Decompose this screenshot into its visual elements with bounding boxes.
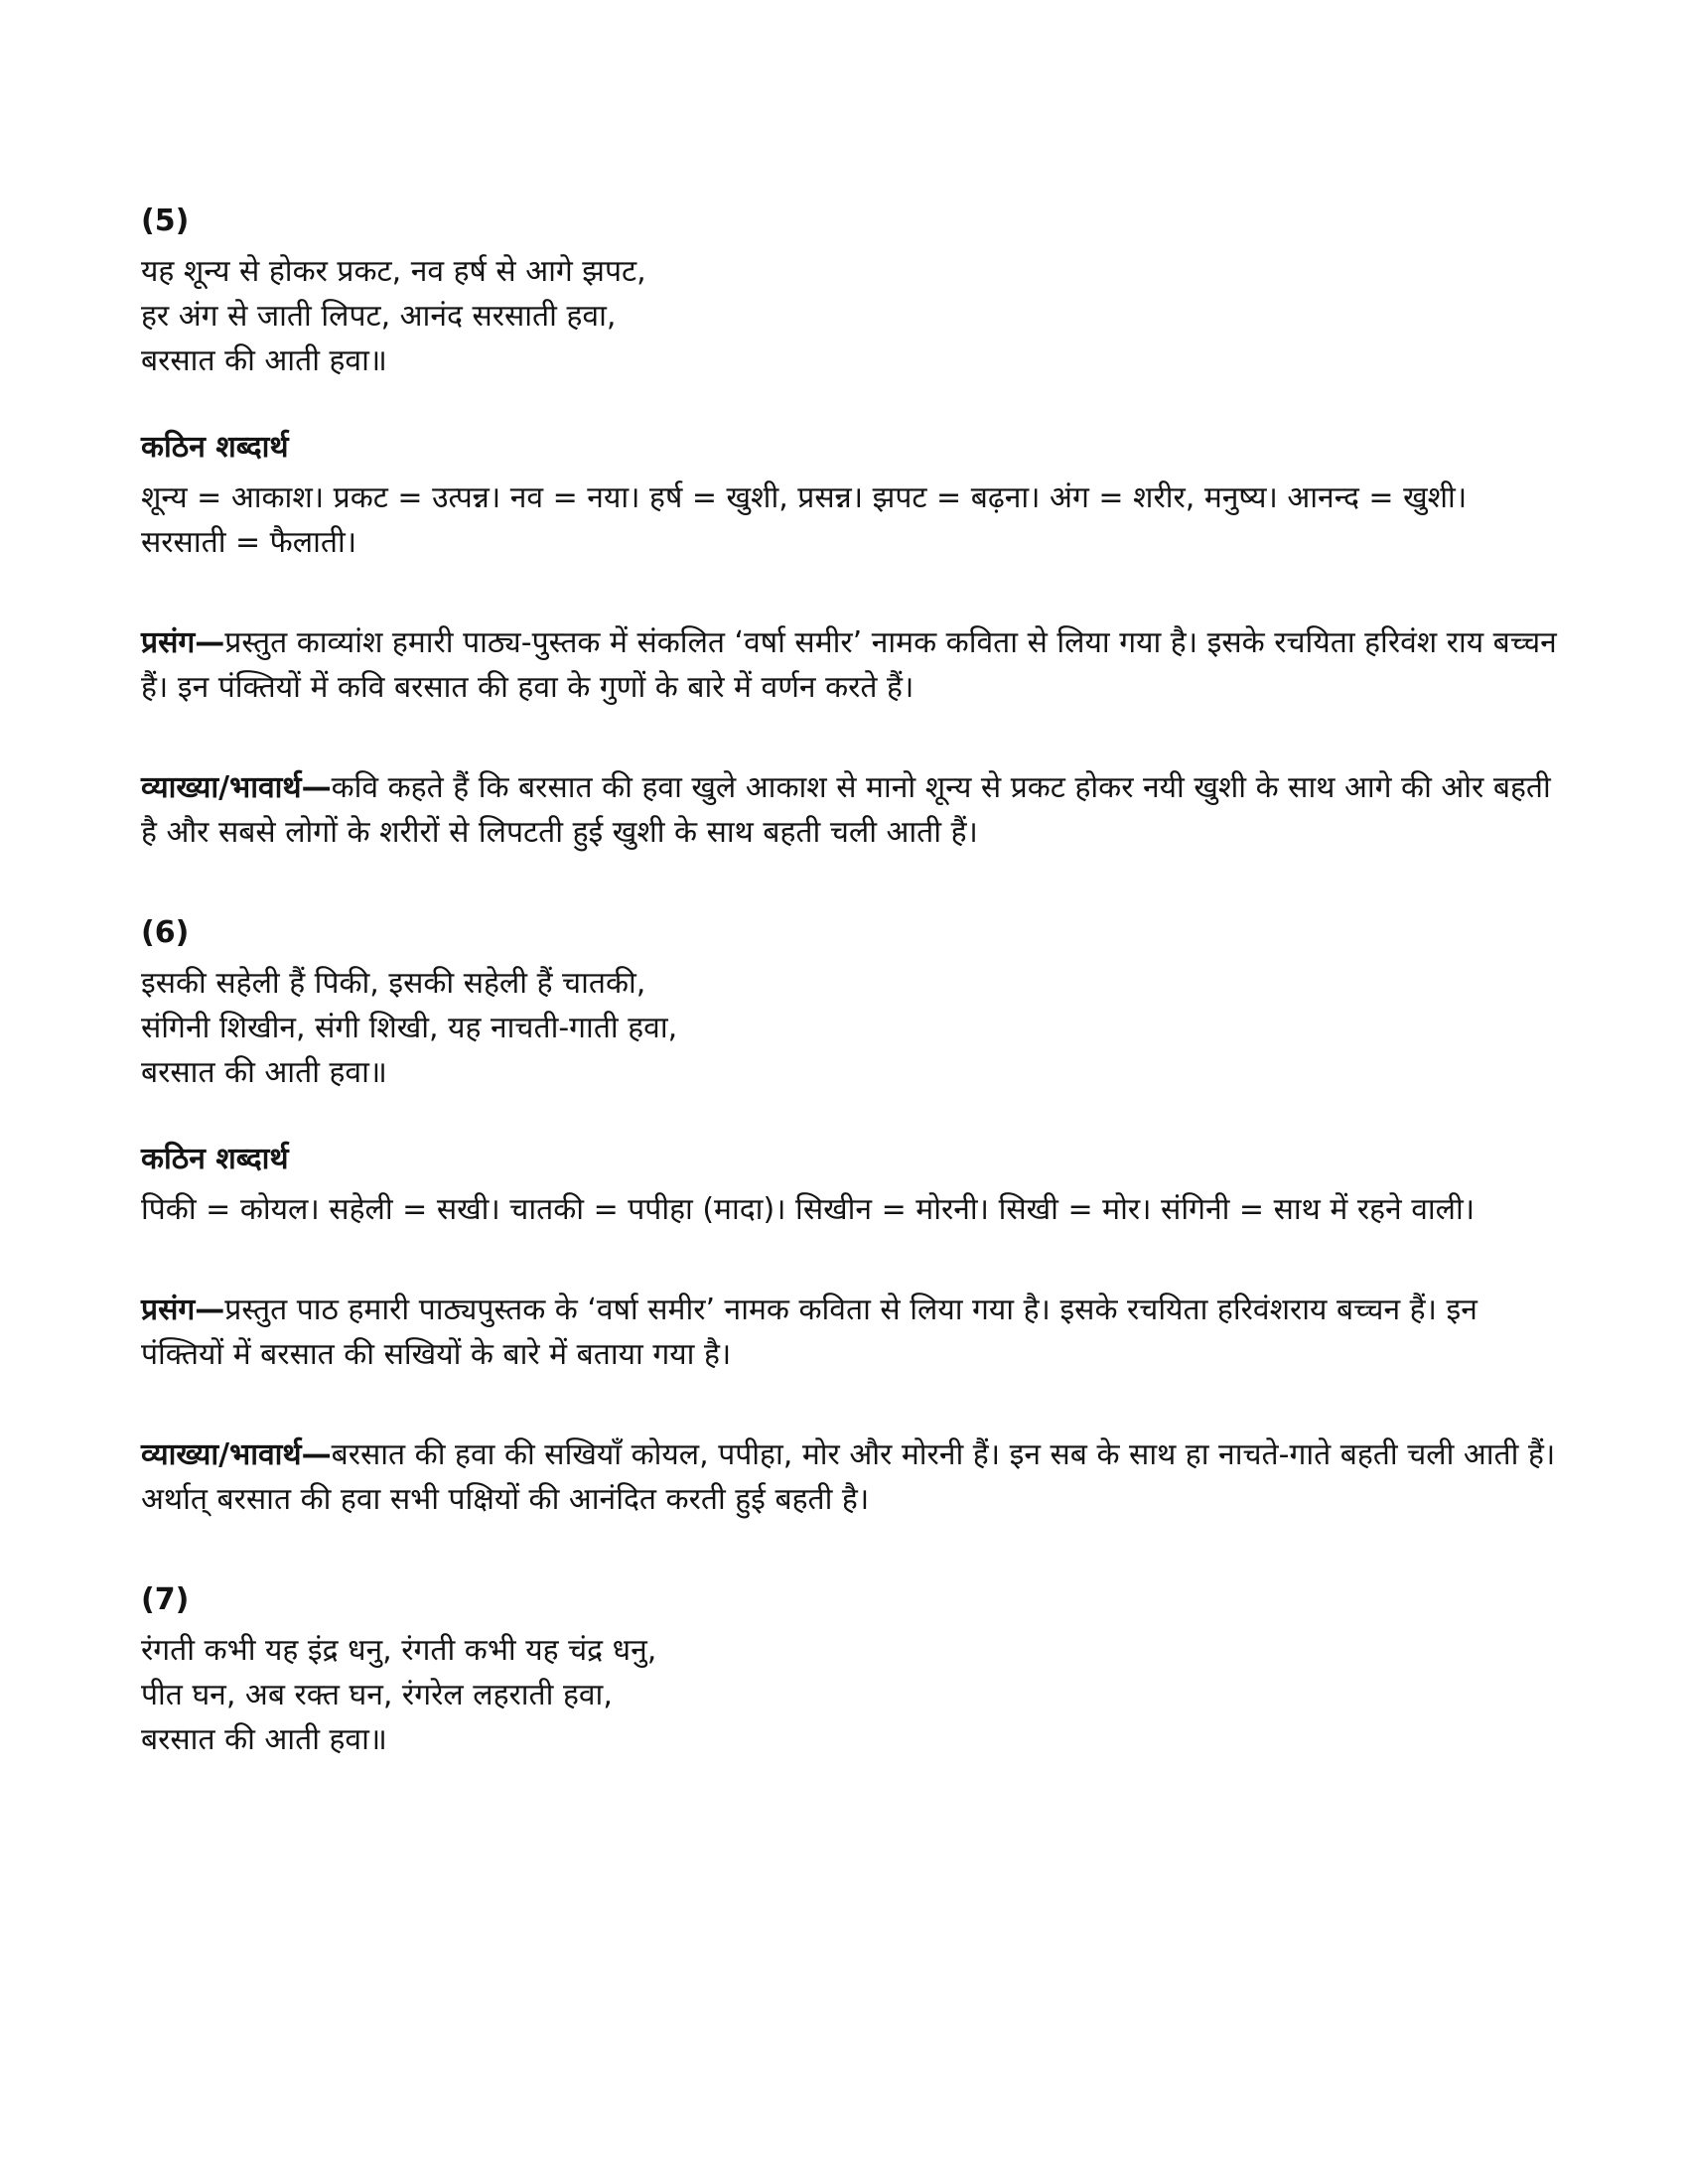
section-heading: कठिन शब्दार्थ — [141, 1142, 289, 1176]
paragraph-lead: व्याख्या/भावार्थ— — [141, 1437, 332, 1472]
verse-block — [141, 1628, 1559, 1762]
paragraph: व्याख्या/भावार्थ—बरसात की हवा की सखियाँ कोयल, पपीहा, मोर और मोरनी हैं। इन सब के साथ हा नाचते-गाते बहती चली आती हैं। अर्थात् बरसात की हवा सभी पक्षियों की आनंदित करती हुई बहती है। — [141, 1437, 1556, 1517]
verse-line: रंगती कभी यह इंद्र धनु, रंगती कभी यह चंद्र धनु, — [141, 1633, 657, 1668]
verse-line: इसकी सहेली हैं पिकी, इसकी सहेली हैं चातकी, — [141, 966, 646, 1001]
section-heading: कठिन शब्दार्थ — [141, 430, 289, 465]
verse-line: बरसात की आती हवा॥ — [141, 1722, 387, 1757]
verse-line: बरसात की आती हवा॥ — [141, 343, 387, 378]
paragraph-lead: प्रसंग— — [141, 625, 225, 660]
paragraph-lead: व्याख्या/भावार्थ— — [141, 770, 332, 805]
paragraph: प्रसंग—प्रस्तुत पाठ हमारी पाठ्यपुस्तक के ‘वर्षा समीर’ नामक कविता से लिया गया है। इसके रचयिता हरिवंशराय बच्चन हैं। इन पंक्तियों में बरसात की सखियों के बारे में बताया गया है। — [141, 1293, 1477, 1372]
paragraph: व्याख्या/भावार्थ—कवि कहते हैं कि बरसात की हवा खुले आकाश से मानो शून्य से प्रकट होकर नयी खुशी के साथ आगे की ओर बहती है और सबसे लोगों के शरीरों से लिपटती हुई खुशी के साथ बहती चली आती हैं। — [141, 770, 1551, 850]
paragraph: प्रसंग—प्रस्तुत काव्यांश हमारी पाठ्य-पुस्तक में संकलित ‘वर्षा समीर’ नामक कविता से लिया गया है। इसके रचयिता हरिवंश राय बच्चन हैं। इन पंक्तियों में कवि बरसात की हवा के गुणों के बारे में वर्णन करते हैं। — [141, 625, 1557, 705]
verse-line: पीत घन, अब रक्त घन, रंगरेल लहराती हवा, — [141, 1678, 613, 1712]
stanza-number: (7) — [141, 1582, 190, 1617]
stanza-number: (6) — [141, 915, 190, 950]
verse-block — [141, 249, 1559, 383]
verse-line: हर अंग से जाती लिपट, आनंद सरसाती हवा, — [141, 299, 617, 334]
paragraph-lead: प्रसंग— — [141, 1293, 225, 1327]
verse-line: संगिनी शिखीन, संगी शिखी, यह नाचती-गाती हवा, — [141, 1011, 678, 1045]
verse-line: यह शून्य से होकर प्रकट, नव हर्ष से आगे झपट, — [141, 254, 646, 289]
verse-block — [141, 961, 1559, 1095]
stanza-number: (5) — [141, 204, 190, 238]
paragraph: पिकी = कोयल। सहेली = सखी। चातकी = पपीहा (मादा)। सिखीन = मोरनी। सिखी = मोर। संगिनी = साथ में रहने वाली। — [141, 1192, 1476, 1227]
paragraph: शून्य = आकाश। प्रकट = उत्पन्न। नव = नया। हर्ष = खुशी, प्रसन्न। झपट = बढ़ना। अंग = शरीर, मनुष्य। आनन्द = खुशी। सरसाती = फैलाती। — [141, 480, 1468, 560]
verse-line: बरसात की आती हवा॥ — [141, 1055, 387, 1090]
